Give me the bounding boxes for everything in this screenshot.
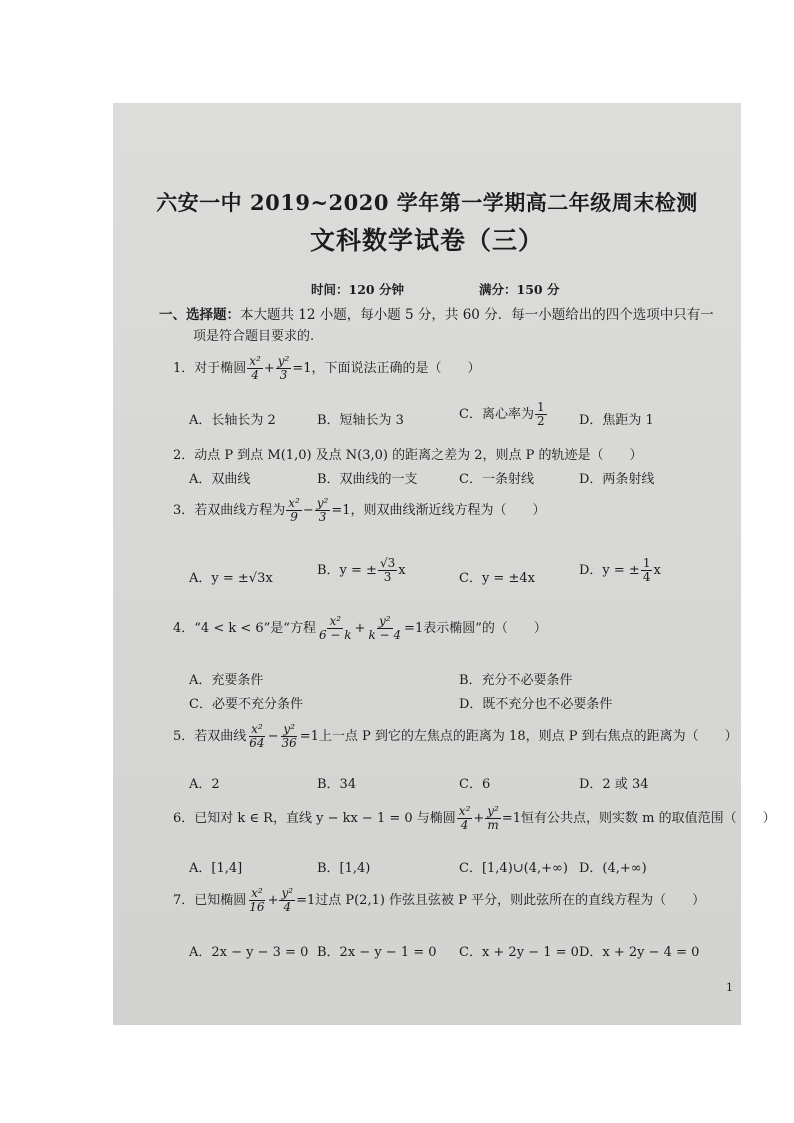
q4-option-c: C．必要不充分条件 bbox=[189, 697, 303, 712]
q1-option-a: A．长轴长为 2 bbox=[189, 413, 276, 428]
question-7-stem bbox=[173, 887, 705, 914]
q2-option-a: A．双曲线 bbox=[189, 472, 251, 487]
q1-suffix: =1，下面说法正确的是（ ） bbox=[292, 361, 481, 377]
q1-frac1-den: 4 bbox=[251, 368, 259, 383]
q6-option-d: D．(4,+∞) bbox=[579, 861, 647, 876]
q7-option-c: C．x + 2y − 1 = 0 bbox=[459, 945, 579, 960]
q3-b-suffix: x bbox=[398, 563, 406, 579]
question-1-stem bbox=[173, 355, 481, 382]
question-4-stem bbox=[173, 615, 547, 642]
q4-plus: + bbox=[354, 621, 366, 637]
q4-frac2 bbox=[366, 615, 403, 642]
q5-frac2 bbox=[279, 723, 298, 750]
q3-option-a: A．y = ±√3x bbox=[189, 571, 273, 586]
q3-option-d bbox=[579, 557, 661, 584]
q4-frac2-num: y² bbox=[378, 614, 391, 628]
section-desc-2: 项是符合题目要求的. bbox=[193, 329, 315, 344]
q5-option-b: B．34 bbox=[317, 777, 357, 792]
q1-option-c bbox=[459, 401, 548, 428]
q3-option-c: C．y = ±4x bbox=[459, 571, 535, 586]
q4-option-b: B．充分不必要条件 bbox=[459, 673, 573, 688]
section-heading: 一、选择题： bbox=[159, 307, 240, 323]
q5-frac1-num: x² bbox=[251, 722, 263, 736]
q1-c-frac bbox=[535, 401, 547, 428]
q7-suffix: =1过点 P(2,1) 作弦且弦被 P 平分，则此弦所在的直线方程为（ ） bbox=[296, 893, 706, 909]
q4-option-a: A．充要条件 bbox=[189, 673, 264, 688]
q3-d-prefix: D．y = ± bbox=[579, 563, 640, 579]
q1-frac2-num: y² bbox=[277, 354, 290, 368]
q6-frac1-num: x² bbox=[458, 804, 471, 818]
q1-c-den: 2 bbox=[536, 414, 545, 429]
q4-frac1 bbox=[317, 615, 354, 642]
q1-frac2 bbox=[276, 355, 292, 382]
q5-option-c: C．6 bbox=[459, 777, 491, 792]
q7-option-d: D．x + 2y − 4 = 0 bbox=[579, 945, 700, 960]
q4-frac1-num: x² bbox=[329, 614, 342, 628]
q6-option-a: A．[1,4] bbox=[189, 861, 243, 876]
q3-b-prefix: B．y = ± bbox=[317, 563, 377, 579]
q3-frac2-num: y² bbox=[316, 496, 329, 510]
page-number: 1 bbox=[726, 981, 733, 994]
q7-option-b: B．2x − y − 1 = 0 bbox=[317, 945, 437, 960]
q3-minus: − bbox=[302, 503, 314, 519]
question-3-stem bbox=[173, 497, 546, 524]
q3-option-b bbox=[317, 557, 406, 584]
q7-option-a: A．2x − y − 3 = 0 bbox=[189, 945, 309, 960]
q6-frac2-den: m bbox=[487, 818, 499, 833]
exam-subtitle: 文科数学试卷（三） bbox=[309, 226, 544, 255]
q7-plus: + bbox=[267, 893, 279, 909]
q1-frac1 bbox=[247, 355, 263, 382]
q3-d-den: 4 bbox=[642, 570, 651, 585]
q5-frac1-den: 64 bbox=[249, 736, 265, 751]
q6-frac1 bbox=[457, 805, 473, 832]
q5-suffix: =1上一点 P 到它的左焦点的距离为 18，则点 P 到右焦点的距离为（ ） bbox=[299, 729, 738, 745]
section-desc-1: 本大题共 12 小题，每小题 5 分，共 60 分．每一小题给出的四个选项中只有一 bbox=[240, 307, 714, 323]
q2-option-c: C．一条射线 bbox=[459, 472, 534, 487]
exam-paper bbox=[113, 103, 776, 1025]
exam-title: 六安一中 2019~2020 学年第一学期高二年级周末检测 bbox=[156, 190, 698, 215]
q7-frac1 bbox=[247, 887, 266, 914]
q7-frac2-den: 4 bbox=[283, 900, 292, 915]
score-label: 满分：150 分 bbox=[479, 282, 560, 297]
q3-frac1-num: x² bbox=[288, 496, 300, 510]
q4-suffix: =1表示椭圆”的（ ） bbox=[404, 621, 547, 637]
q3-prefix: 3．若双曲线方程为 bbox=[173, 503, 286, 519]
question-2-stem: 2．动点 P 到点 M(1,0) 及点 N(3,0) 的距离之差为 2，则点 P 的轨迹是（ ） bbox=[173, 448, 643, 463]
q7-frac1-den: 16 bbox=[249, 900, 265, 915]
q1-frac1-num: x² bbox=[249, 354, 261, 368]
q5-frac2-num: y² bbox=[283, 722, 295, 736]
q1-c-num: 1 bbox=[536, 400, 545, 414]
q5-frac2-den: 36 bbox=[281, 736, 297, 751]
q3-d-num: 1 bbox=[642, 556, 651, 570]
q3-frac2 bbox=[315, 497, 331, 524]
q3-b-num: √3 bbox=[379, 556, 396, 570]
q5-prefix: 5．若双曲线 bbox=[173, 729, 247, 745]
q4-option-d: D．既不充分也不必要条件 bbox=[459, 697, 613, 712]
q2-option-d: D．两条射线 bbox=[579, 472, 655, 487]
question-5-stem bbox=[173, 723, 738, 750]
q2-option-b: B．双曲线的一支 bbox=[317, 472, 418, 487]
q1-prefix: 1．对于椭圆 bbox=[173, 361, 247, 377]
q3-frac2-den: 3 bbox=[318, 510, 327, 525]
q4-frac2-den: k − 4 bbox=[368, 628, 402, 643]
q7-frac2-num: y² bbox=[281, 886, 294, 900]
q1-option-b: B．短轴长为 3 bbox=[317, 413, 404, 428]
q3-suffix: =1，则双曲线渐近线方程为（ ） bbox=[331, 503, 546, 519]
q6-frac2 bbox=[485, 805, 501, 832]
q3-frac1 bbox=[286, 497, 302, 524]
section-header bbox=[159, 303, 714, 323]
q1-option-d: D．焦距为 1 bbox=[579, 413, 654, 428]
q1-c-prefix: C．离心率为 bbox=[459, 407, 534, 423]
q7-frac1-num: x² bbox=[251, 886, 263, 900]
q5-frac1 bbox=[247, 723, 266, 750]
q6-prefix: 6．已知对 k ∈ R，直线 y − kx − 1 = 0 与椭圆 bbox=[173, 811, 456, 827]
q6-plus: + bbox=[473, 811, 485, 827]
q4-frac1-den: 6 − k bbox=[318, 628, 352, 643]
q3-b-den: 3 bbox=[383, 570, 392, 585]
q6-frac2-num: y² bbox=[487, 804, 499, 818]
question-6-stem bbox=[173, 805, 776, 832]
q3-frac1-den: 9 bbox=[290, 510, 298, 525]
q4-prefix: 4．“4 < k < 6”是“方程 bbox=[173, 621, 316, 637]
q6-frac1-den: 4 bbox=[460, 818, 469, 833]
q1-plus: + bbox=[263, 361, 275, 377]
q3-d-frac bbox=[641, 557, 653, 584]
time-label: 时间：120 分钟 bbox=[311, 282, 404, 297]
q5-option-d: D．2 或 34 bbox=[579, 777, 649, 792]
q7-prefix: 7．已知椭圆 bbox=[173, 893, 247, 909]
q5-option-a: A．2 bbox=[189, 777, 220, 792]
q3-d-suffix: x bbox=[653, 563, 661, 579]
q6-option-b: B．[1,4) bbox=[317, 861, 371, 876]
q3-b-frac bbox=[378, 557, 397, 584]
q1-frac2-den: 3 bbox=[279, 368, 288, 383]
q6-option-c: C．[1,4)∪(4,+∞) bbox=[459, 861, 568, 876]
q6-suffix: =1恒有公共点，则实数 m 的取值范围（ ） bbox=[501, 811, 776, 827]
q7-frac2 bbox=[279, 887, 295, 914]
q5-minus: − bbox=[267, 729, 279, 745]
